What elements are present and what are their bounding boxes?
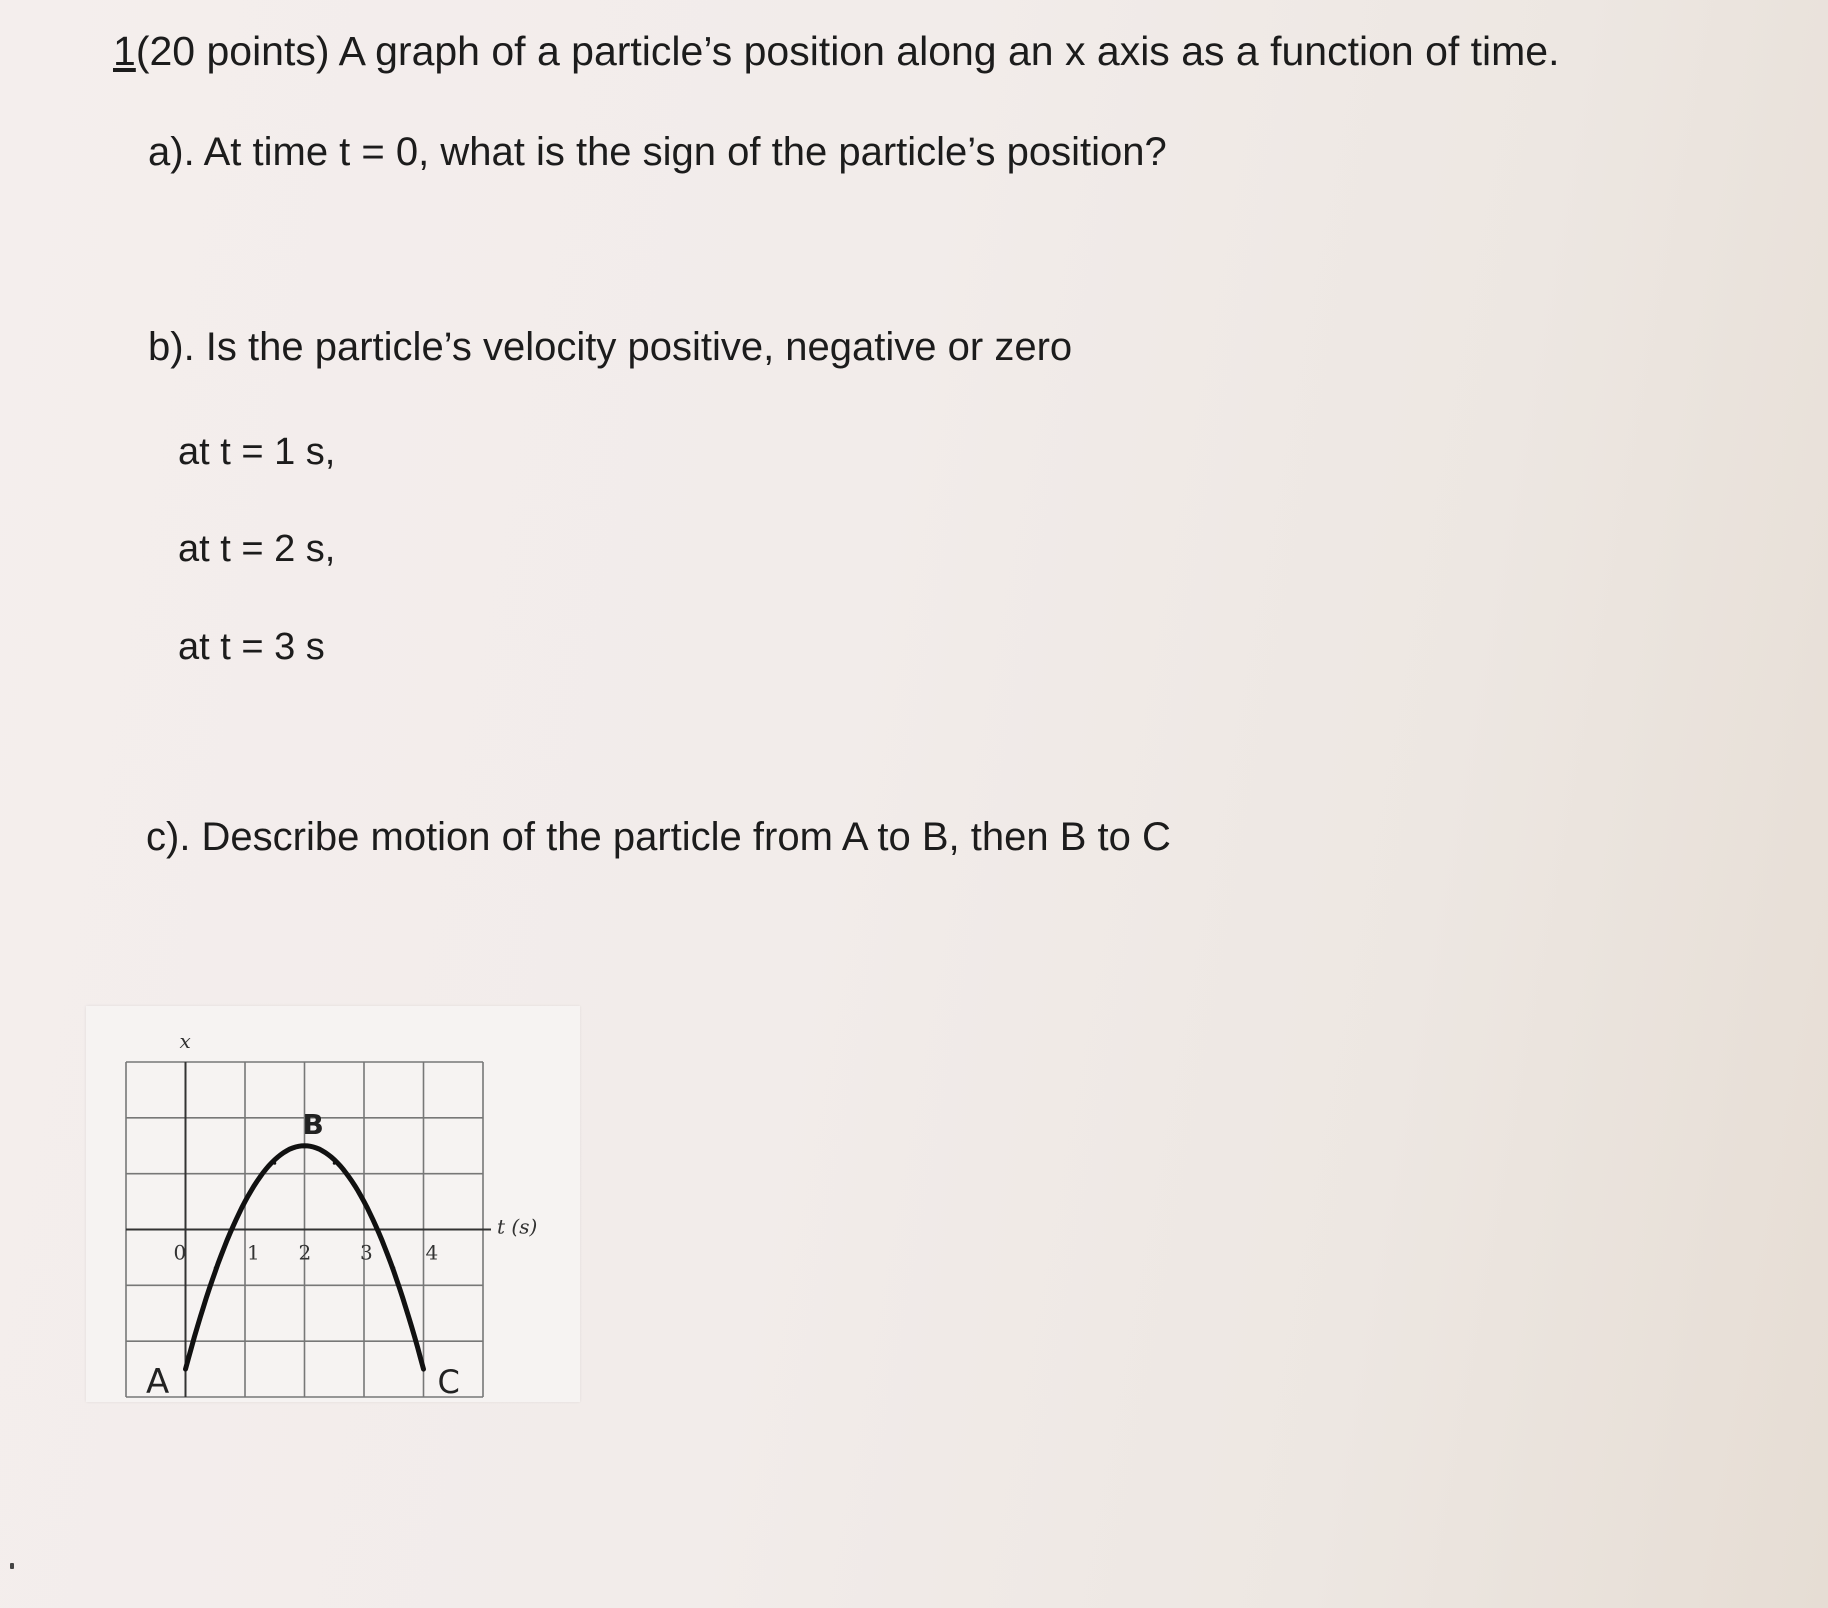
question-part-a: a). At time t = 0, what is the sign of the particle’s position? xyxy=(148,130,1167,174)
question-number: 1 xyxy=(113,28,136,74)
position-axis-label: x xyxy=(179,1029,191,1053)
tick-label: 4 xyxy=(425,1240,439,1265)
data-point xyxy=(273,1162,276,1165)
data-point xyxy=(184,1368,187,1371)
point-label-b: B xyxy=(302,1107,324,1141)
data-point xyxy=(363,1200,366,1203)
data-point xyxy=(214,1266,217,1269)
tick-label: 0 xyxy=(173,1240,187,1265)
point-label-a: A xyxy=(146,1362,170,1402)
data-point xyxy=(244,1200,247,1203)
data-point xyxy=(333,1162,336,1165)
time-axis-label: t (s) xyxy=(497,1214,538,1239)
tick-label: 2 xyxy=(298,1240,312,1265)
point-label-c: C xyxy=(437,1363,460,1402)
part-b-item-1: at t = 1 s, xyxy=(178,431,336,473)
question-title xyxy=(113,28,1560,75)
position-time-graph xyxy=(86,1006,580,1402)
tick-label: 1 xyxy=(247,1240,260,1265)
question-part-c: c). Describe motion of the particle from A to B, then B to C xyxy=(146,815,1171,859)
tick-label: 3 xyxy=(360,1240,373,1265)
data-point xyxy=(303,1144,306,1147)
data-point xyxy=(422,1368,425,1371)
question-title-text: (20 points) A graph of a particle’s position along an x axis as a function of time. xyxy=(135,28,1560,74)
data-point xyxy=(392,1266,395,1269)
graph-svg xyxy=(86,1006,580,1402)
part-b-item-2: at t = 2 s, xyxy=(178,528,336,570)
page-edge-mark xyxy=(10,1563,14,1569)
part-b-item-3: at t = 3 s xyxy=(178,626,325,668)
question-part-b: b). Is the particle’s velocity positive, negative or zero xyxy=(148,325,1073,369)
